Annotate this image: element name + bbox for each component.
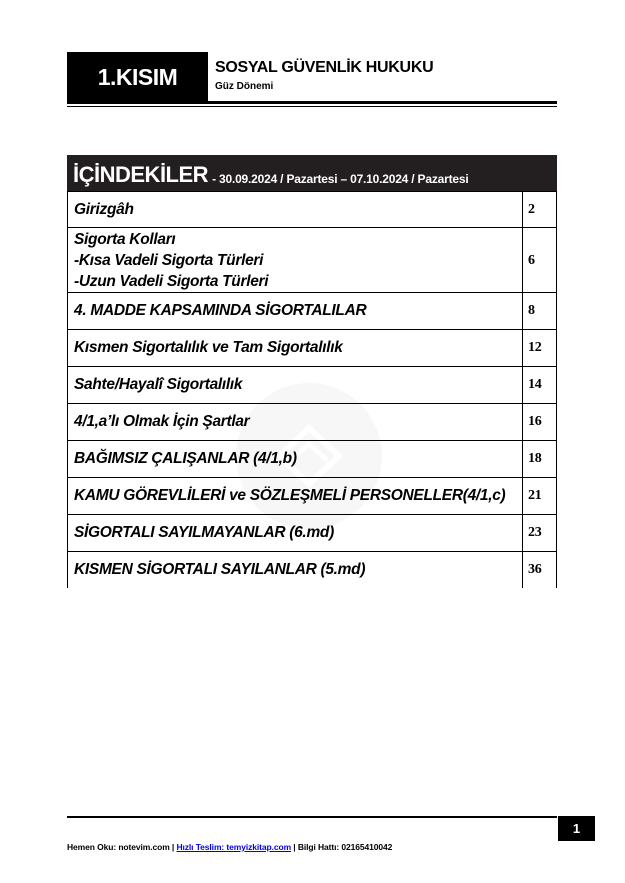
footer-text: [67, 842, 392, 852]
toc-row[interactable]: [68, 441, 557, 478]
document-subtitle: Güz Dönemi: [215, 81, 274, 92]
toc-row[interactable]: [68, 367, 557, 404]
footer-rule: [67, 816, 557, 818]
toc-row[interactable]: [68, 330, 557, 367]
toc-entry-title: BAĞIMSIZ ÇALIŞANLAR (4/1,b): [68, 441, 523, 478]
section-label: 1.KISIM: [67, 52, 208, 102]
header-rule: [67, 101, 557, 104]
toc-row[interactable]: [68, 293, 557, 330]
toc-entry-page: 18: [523, 441, 557, 478]
toc-entry-page: 21: [523, 478, 557, 515]
toc-header: [67, 155, 557, 191]
document-title: SOSYAL GÜVENLİK HUKUKU: [215, 59, 434, 76]
toc-entry-page: 12: [523, 330, 557, 367]
page-number: 1: [558, 816, 595, 841]
toc-row[interactable]: [68, 552, 557, 589]
footer-separator: |: [169, 842, 177, 852]
toc-row[interactable]: [68, 515, 557, 552]
footer-read-now: Hemen Oku: notevim.com: [67, 842, 170, 852]
toc-row[interactable]: [68, 228, 557, 293]
toc-entry-title: KAMU GÖREVLİLERİ ve SÖZLEŞMELİ PERSONELLER(4/1,c): [68, 478, 523, 515]
toc-row[interactable]: [68, 478, 557, 515]
toc-entry-page: 6: [523, 228, 557, 293]
toc-entry-page: 2: [523, 192, 557, 228]
toc-dates: - 30.09.2024 / Pazartesi – 07.10.2024 / Pazartesi: [212, 172, 469, 186]
toc-entry-title: Girizgâh: [68, 192, 523, 228]
footer-fast-delivery-link[interactable]: Hızlı Teslim: temyizkitap.com: [176, 842, 292, 852]
toc-entry-page: 23: [523, 515, 557, 552]
toc-entry-title: 4. MADDE KAPSAMINDA SİGORTALILAR: [68, 293, 523, 330]
footer-separator: |: [291, 842, 298, 852]
toc-entry-line: Sigorta Kolları: [74, 230, 176, 248]
toc-table: [67, 191, 557, 588]
toc-row[interactable]: [68, 192, 557, 228]
toc-entry-title: KISMEN SİGORTALI SAYILANLAR (5.md): [68, 552, 523, 589]
toc-entry-title: Kısmen Sigortalılık ve Tam Sigortalılık: [68, 330, 523, 367]
toc-entry-page: 14: [523, 367, 557, 404]
toc-entry-page: 36: [523, 552, 557, 589]
toc-entry-title: SİGORTALI SAYILMAYANLAR (6.md): [68, 515, 523, 552]
toc-entry-title: Sahte/Hayalî Sigortalılık: [68, 367, 523, 404]
header-rule-thin: [67, 106, 557, 107]
toc-entry-line: -Uzun Vadeli Sigorta Türleri: [74, 272, 269, 290]
toc-entry-page: 8: [523, 293, 557, 330]
toc-entry-page: 16: [523, 404, 557, 441]
table-of-contents: [67, 155, 557, 588]
toc-row[interactable]: [68, 404, 557, 441]
toc-entry-title: 4/1,a’lı Olmak İçin Şartlar: [68, 404, 523, 441]
toc-heading: İÇİNDEKİLER: [73, 162, 209, 187]
footer-info-line: Bilgi Hattı: 02165410042: [297, 842, 393, 852]
toc-entry-line: -Kısa Vadeli Sigorta Türleri: [74, 251, 264, 269]
toc-entry-title: [68, 228, 523, 293]
